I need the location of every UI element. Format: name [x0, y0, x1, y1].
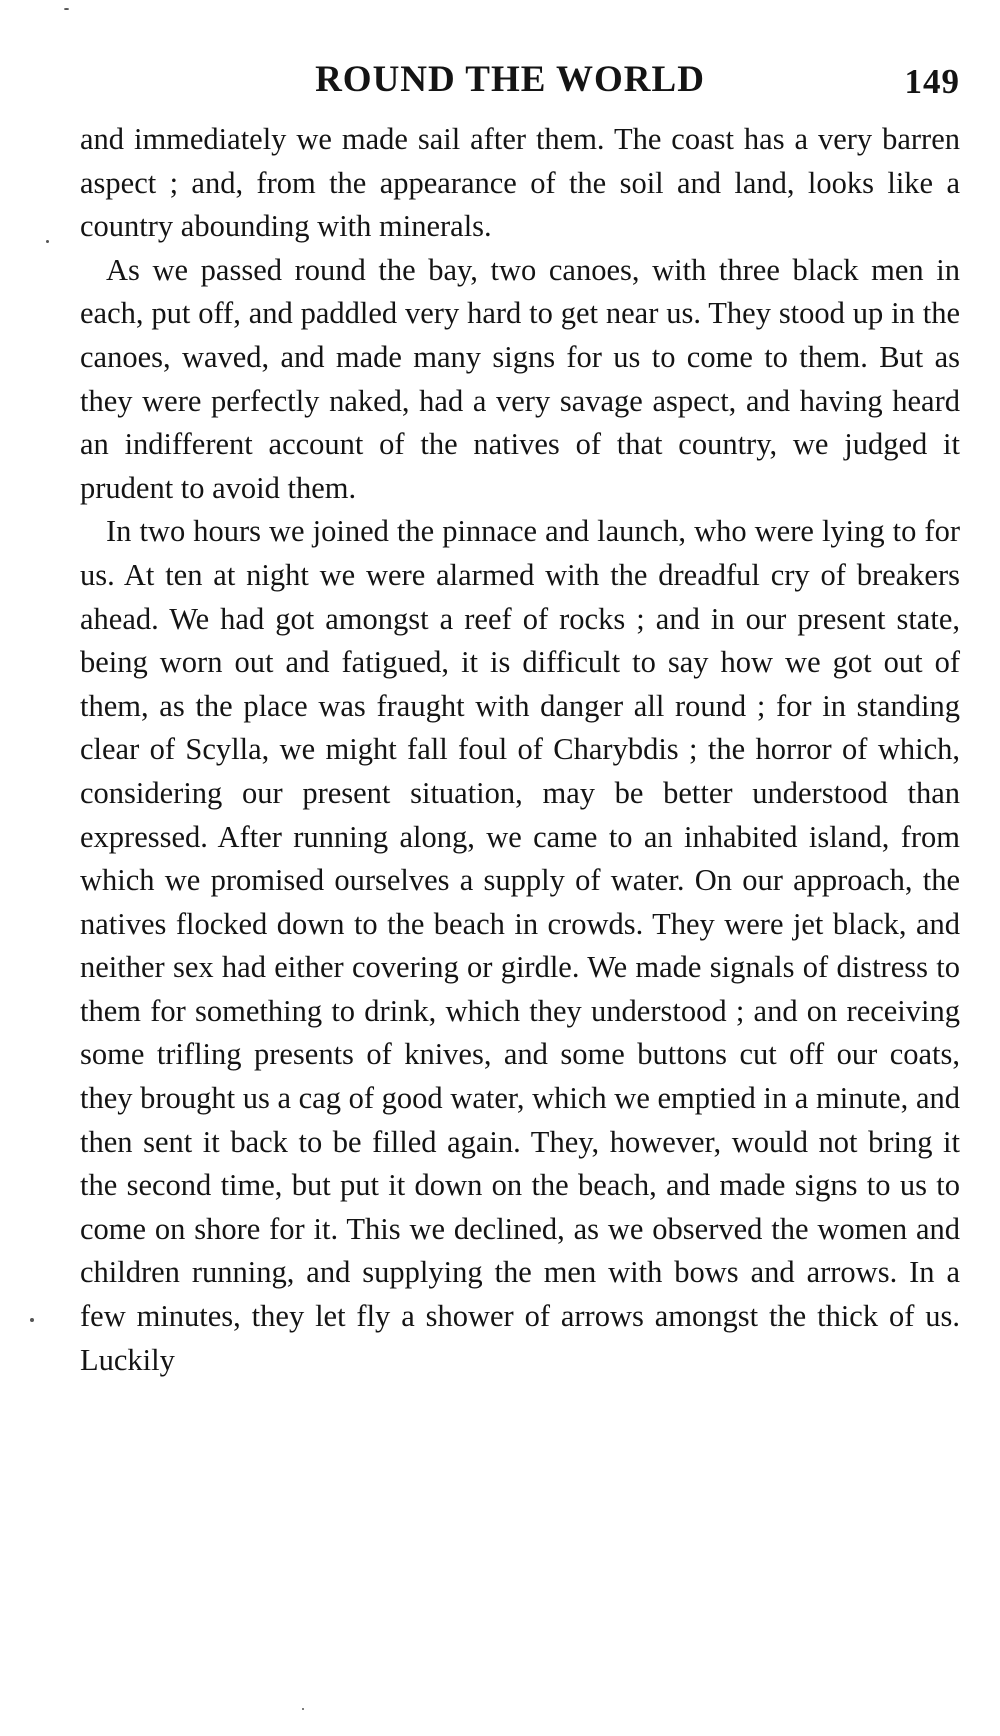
running-head — [80, 52, 960, 108]
scan-speck — [46, 240, 49, 243]
scan-speck — [30, 1318, 34, 1322]
paragraph-canoes: As we passed round the bay, two canoes, with three black men in each, put off, and paddled very hard to get near us. They stood up in the canoes, waved, and made many signs for us to come to them. But as they were perfectly naked, had a very savage aspect, and having heard an indifferent account of the natives of that country, we judged it prudent to avoid them. — [80, 252, 960, 505]
paragraph-continuation: and immediately we made sail after them. The coast has a very barren aspect ; and, from the appearance of the soil and land, looks like a country abounding with minerals. — [80, 122, 960, 244]
scan-speck — [64, 8, 69, 10]
running-title: ROUND THE WORLD — [315, 59, 705, 100]
scan-speck — [302, 1708, 304, 1710]
paragraph-breakers: In two hours we joined the pinnace and launch, who were lying to for us. At ten at night we were alarmed with the dreadful cry of breakers ahead. We had got amongst a reef of rocks ; and in our present state, being worn out and fatigued, it is difficult to say how we got out of them, as the place was fraught with danger all round ; for in standing clear of Scylla, we might fall foul of Charybdis ; the horror of which, considering our present situation, may be better understood than expressed. After running along, we came to an inhabited island, from which we promised ourselves a supply of water. On our approach, the natives flocked down to the beach in crowds. They were jet black, and neither sex had either covering or girdle. We made signals of distress to them for something to drink, which they understood ; and on receiving some trifling presents of knives, and some buttons cut off our coats, they brought us a cag of good water, which we emptied in a minute, and then sent it back to be filled again. They, however, would not bring it the second time, but put it down on the beach, and made signs to us to come on shore for it. This we declined, as we observed the women and children running, and supplying the men with bows and arrows. In a few minutes, they let fly a shower of arrows amongst the thick of us. Luckily — [80, 514, 960, 1377]
body-text — [80, 118, 960, 1382]
page-number: 149 — [904, 62, 960, 101]
